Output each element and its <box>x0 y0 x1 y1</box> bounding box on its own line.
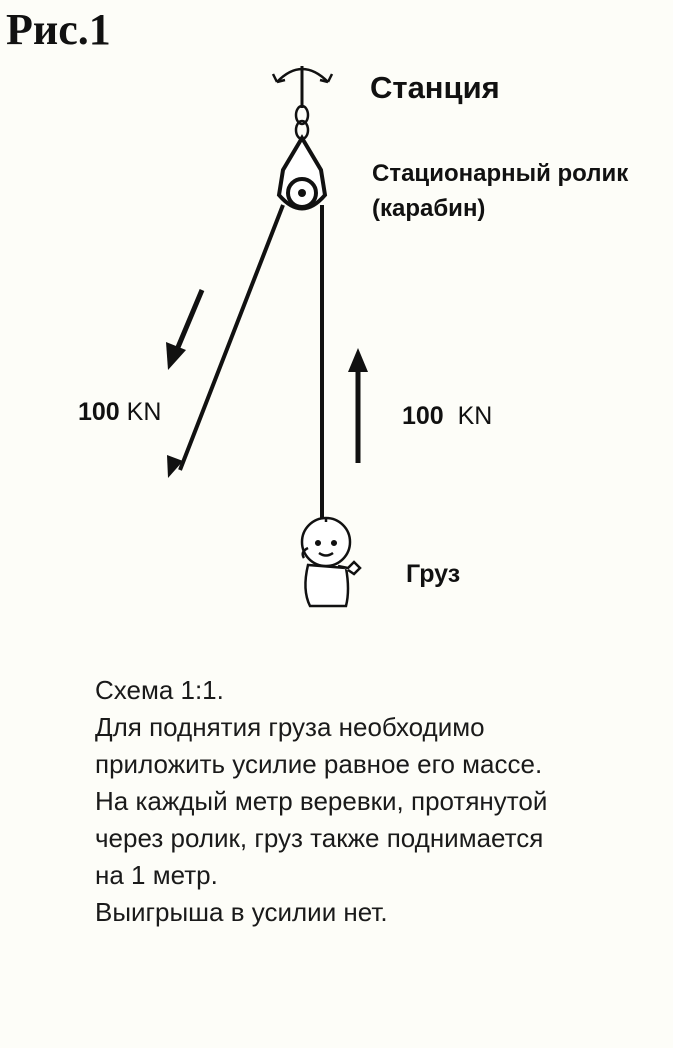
force-label-left <box>78 398 161 427</box>
caption-line: через ролик, груз также поднимается <box>95 823 544 853</box>
caption-line: приложить усилие равное его массе. <box>95 749 543 779</box>
caption-text <box>95 672 665 931</box>
force-label-right <box>402 402 492 431</box>
caption-line: На каждый метр веревки, протянутой <box>95 786 548 816</box>
arrow-icon <box>348 348 368 463</box>
load-label: Груз <box>406 560 461 588</box>
force-left-value: 100 <box>78 398 120 426</box>
caption-line: Схема 1:1. <box>95 675 224 705</box>
force-right-value: 100 <box>402 402 444 430</box>
rope-pull-side <box>180 205 283 470</box>
caption-line: на 1 метр. <box>95 860 218 890</box>
arrow-icon <box>166 290 202 370</box>
station-label: Станция <box>370 70 500 105</box>
anchor-icon <box>273 66 332 139</box>
caption-line: Для поднятия груза необходимо <box>95 712 485 742</box>
force-right-unit: KN <box>457 402 493 430</box>
force-left-unit: KN <box>126 398 162 426</box>
pulley-label <box>372 157 628 227</box>
pulley-label-line2: (карабин) <box>372 194 486 222</box>
caption-line: Выигрыша в усилии нет. <box>95 897 388 927</box>
pulley-icon <box>279 138 325 209</box>
pulley-label-line1: Стационарный ролик <box>372 160 629 187</box>
load-figure-icon <box>302 518 360 606</box>
figure-title: Рис.1 <box>6 5 111 54</box>
